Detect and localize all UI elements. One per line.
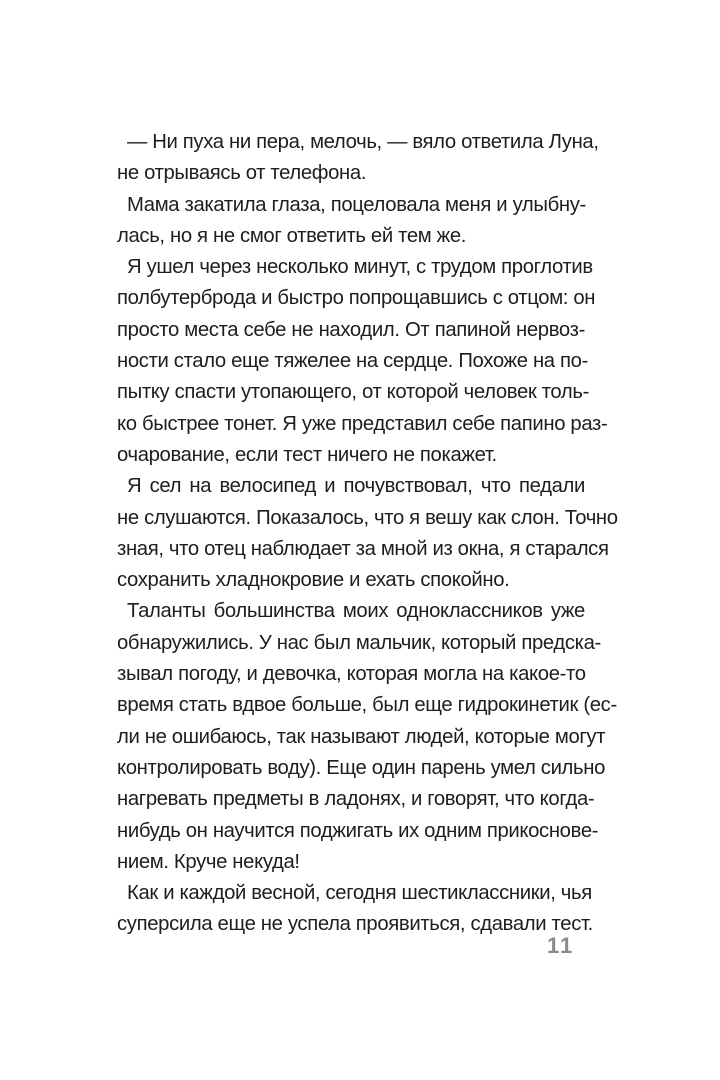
body-text: [117, 127, 618, 941]
text-line: зывал погоду, и девочка, которая могла на какое-то: [117, 663, 586, 686]
text-line: Как и каждой весной, сегодня шестиклассники, чья: [127, 882, 592, 905]
text-line: суперсила еще не успела проявиться, сдавали тест.: [117, 913, 593, 936]
text-line: Я ушел через несколько минут, с трудом проглотив: [127, 256, 593, 279]
page-number: 11: [547, 933, 575, 958]
text-line: контролировать воду). Еще один парень умел сильно: [117, 756, 606, 779]
text-line: Мама закатила глаза, поцеловала меня и улыбну-: [127, 193, 586, 216]
text-line: пытку спасти утопающего, от которой человек толь-: [117, 381, 590, 404]
text-line: нагревать предметы в ладонях, и говорят, что когда-: [117, 788, 595, 811]
text-line: очарование, если тест ничего не покажет.: [117, 443, 497, 466]
text-line: время стать вдвое больше, был еще гидрокинетик (ес-: [117, 694, 617, 717]
text-line: просто места себе не находил. От папиной нервоз-: [117, 318, 585, 341]
text-line: Я сел на велосипед и почувствовал, что педали: [127, 475, 585, 498]
text-line: — Ни пуха ни пера, мелочь, — вяло ответила Луна,: [127, 131, 599, 153]
text-line: ко быстрее тонет. Я уже представил себе папино раз-: [117, 412, 608, 435]
text-line: ности стало еще тяжелее на сердце. Похоже на по-: [117, 350, 588, 373]
text-line: зная, что отец наблюдает за мной из окна, я старался: [117, 537, 609, 560]
text-line: не слушаются. Показалось, что я вешу как слон. Точно: [117, 506, 618, 529]
text-line: полбутерброда и быстро попрощавшись с отцом: он: [117, 287, 596, 310]
text-line: ли не ошибаюсь, так называют людей, которые могут: [117, 725, 606, 748]
text-line: Таланты большинства моих одноклассников уже: [127, 600, 585, 623]
text-line: сохранить хладнокровие и ехать спокойно.: [117, 569, 510, 592]
text-line: лась, но я не смог ответить ей тем же.: [117, 224, 467, 247]
text-line: нием. Круче некуда!: [117, 850, 300, 873]
text-line: нибудь он научится поджигать их одним прикоснове-: [117, 819, 599, 842]
text-line: не отрываясь от телефона.: [117, 162, 367, 185]
text-line: обнаружились. У нас был мальчик, который предска-: [117, 631, 601, 654]
